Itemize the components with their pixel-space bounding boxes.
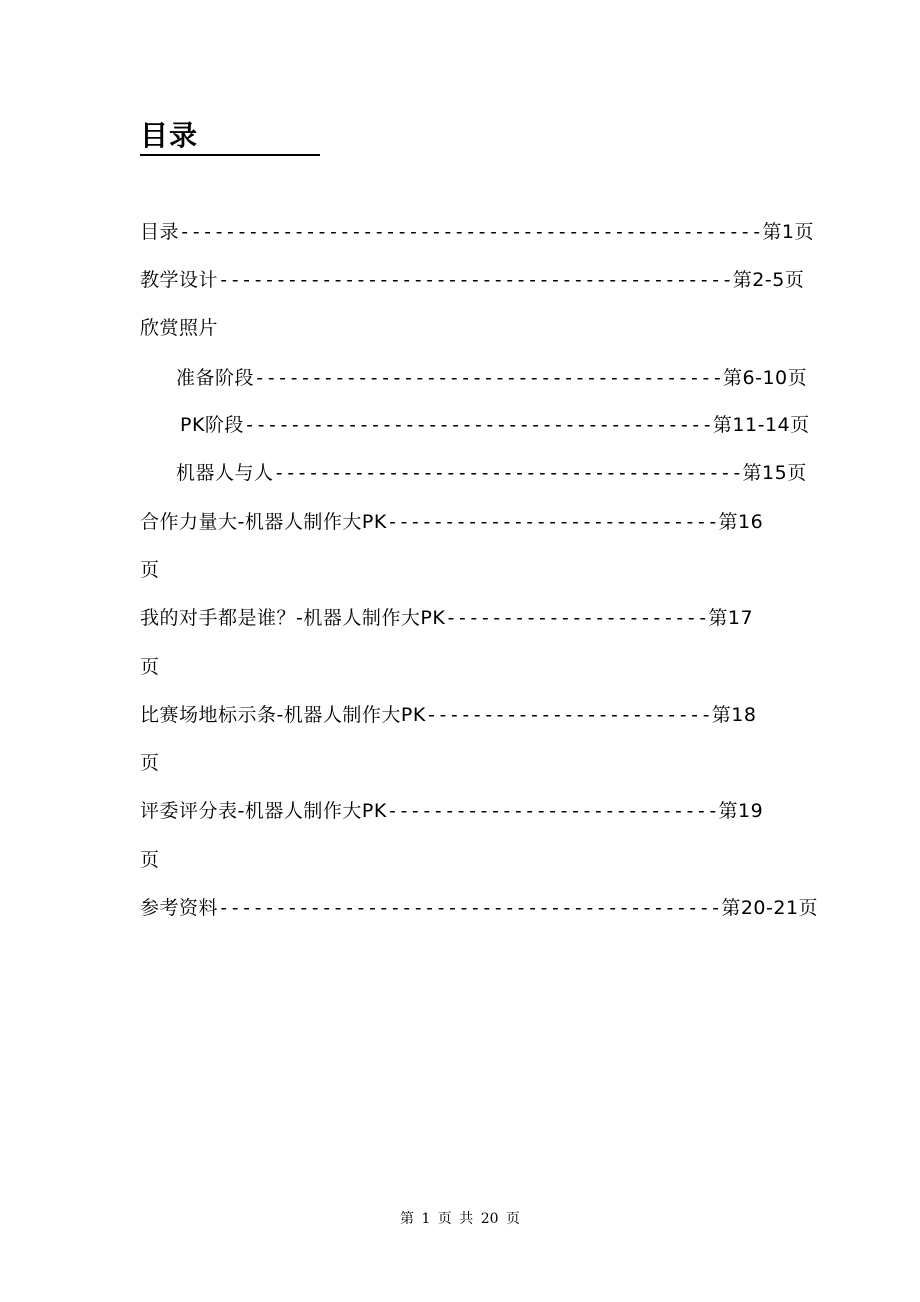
- toc-label: 比赛场地标示条-机器人制作大PK: [140, 704, 426, 726]
- toc-label: 合作力量大-机器人制作大PK: [140, 511, 387, 533]
- toc-leader: -----------------------------------------: [254, 367, 724, 389]
- toc-entry: [140, 220, 814, 244]
- toc-entry: [140, 606, 753, 630]
- toc-page: 页: [140, 752, 160, 774]
- toc-label: 欣赏照片: [140, 317, 219, 339]
- toc-entry-continued: [140, 751, 160, 775]
- toc-label: 目录: [140, 221, 180, 243]
- toc-leader: -----------------------------: [386, 511, 719, 533]
- toc-entry: [140, 896, 818, 920]
- toc-page: 第11-14页: [712, 414, 810, 436]
- toc-entry-continued: [140, 655, 160, 679]
- toc-page: 第16: [718, 511, 764, 533]
- toc-page: 页: [140, 849, 160, 871]
- toc-leader: -----------------------------: [386, 800, 719, 822]
- toc-leader: -----------------------------------------: [273, 462, 743, 484]
- toc-page: 第18: [711, 704, 757, 726]
- toc-entry: [176, 461, 807, 485]
- toc-label: 参考资料: [140, 897, 219, 919]
- toc-entry: [180, 413, 810, 437]
- toc-page: 第17: [708, 607, 754, 629]
- toc-page: 第15页: [742, 462, 807, 484]
- toc-leader: -----------------------: [445, 607, 709, 629]
- toc-page: 第2-5页: [732, 269, 805, 291]
- toc-page: 页: [140, 559, 160, 581]
- toc-page: 第1页: [762, 221, 814, 243]
- toc-leader: -----------------------------------------: [243, 414, 713, 436]
- toc-entry-continued: [140, 558, 160, 582]
- toc-label: 机器人与人: [176, 462, 274, 484]
- toc-page: 第20-21页: [721, 897, 819, 919]
- toc-page: 第19: [718, 800, 764, 822]
- toc-entry: [176, 366, 807, 390]
- toc-label: 我的对手都是谁？-机器人制作大PK: [140, 607, 446, 629]
- toc-label: PK阶段: [180, 414, 244, 436]
- toc-leader: ---------------------------------------------: [218, 269, 733, 291]
- toc-label: 教学设计: [140, 269, 219, 291]
- toc-entry: [140, 316, 218, 340]
- toc-entry: [140, 799, 763, 823]
- toc-page: 第6-10页: [723, 367, 808, 389]
- toc-leader: --------------------------------------------: [218, 897, 722, 919]
- toc-entry: [140, 510, 763, 534]
- toc-label: 评委评分表-机器人制作大PK: [140, 800, 387, 822]
- toc-page: 页: [140, 656, 160, 678]
- toc-entry: [140, 703, 756, 727]
- toc-leader: -------------------------: [425, 704, 712, 726]
- toc-label: 准备阶段: [176, 367, 255, 389]
- toc-entry: [140, 268, 804, 292]
- page-footer: 第 1 页 共 20 页: [400, 1211, 520, 1227]
- page-title: 目录: [140, 118, 320, 156]
- toc-leader: ---------------------------------------------------: [179, 221, 763, 243]
- toc-entry-continued: [140, 848, 160, 872]
